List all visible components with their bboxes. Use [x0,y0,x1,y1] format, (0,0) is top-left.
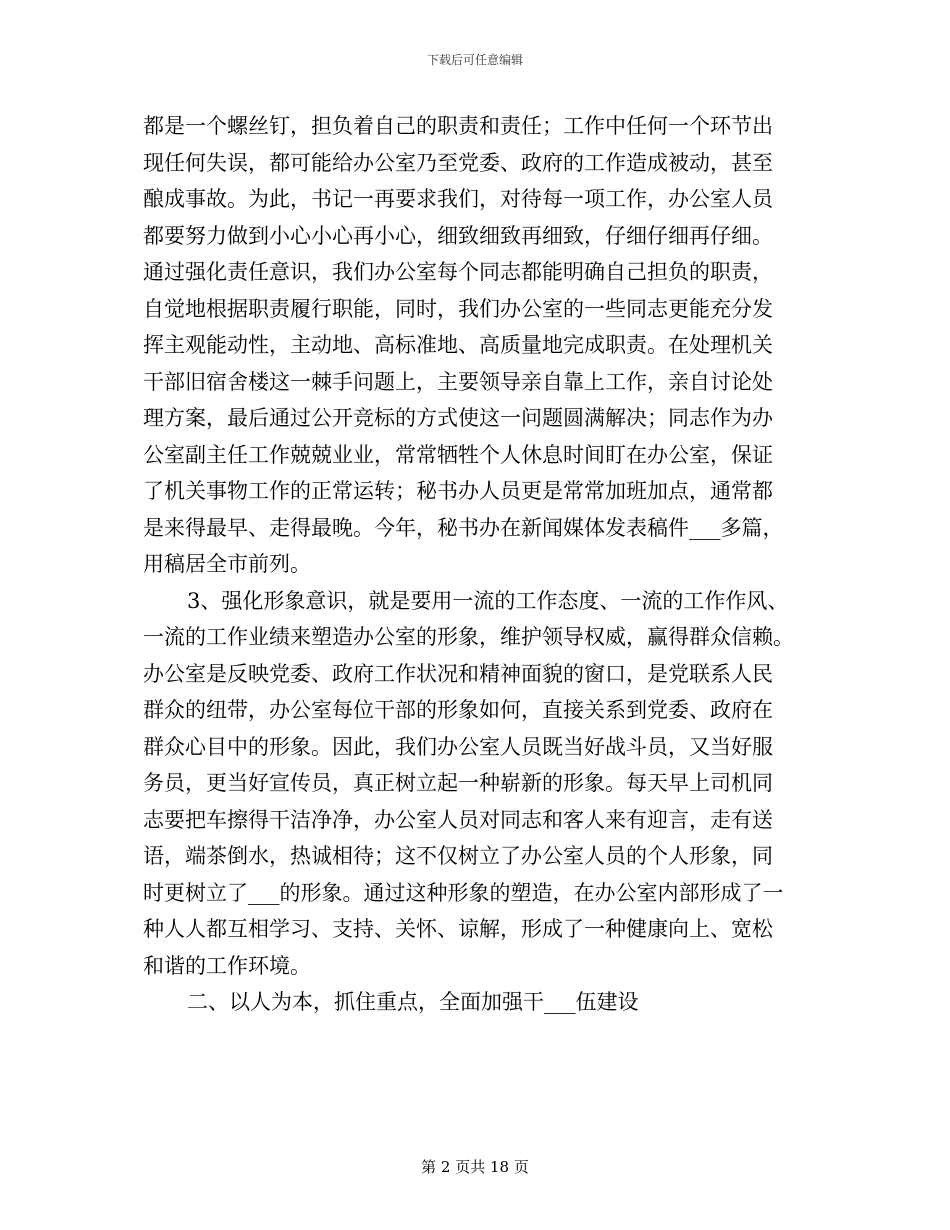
document-body [143,108,813,1021]
text-line: 了机关事物工作的正常运转；秘书办人员更是常常加班加点，通常都 [143,479,773,503]
text-line: 时更树立了___的形象。通过这种形象的塑造，在办公室内部形成了一 [143,880,784,905]
text-line: 理方案，最后通过公开竞标的方式使这一问题圆满解决；同志作为办 [143,406,773,430]
text-line: 通过强化责任意识，我们办公室每个同志都能明确自己担负的职责， [143,260,773,284]
text-line: 用稿居全市前列。 [143,552,311,576]
text-line: 办公室是反映党委、政府工作状况和精神面貌的窗口，是党联系人民 [143,661,773,686]
text-line: 公室副主任工作兢兢业业，常常牺牲个人休息时间盯在办公室，保证 [143,442,773,467]
section-heading: 二、以人为本，抓住重点，全面加强干___伍建设 [187,990,639,1014]
text-line: 自觉地根据职责履行职能，同时，我们办公室的一些同志更能充分发 [143,296,773,321]
text-line: 都是一个螺丝钉，担负着自己的职责和责任；工作中任何一个环节出 [143,114,773,138]
paragraph-start-line: 3、强化形象意识，就是要用一流的工作态度、一流的工作作风、 [187,588,789,613]
text-line: 务员，更当好宣传员，真正树立起一种崭新的形象。每天早上司机同 [143,771,773,795]
text-line: 挥主观能动性，主动地、高标准地、高质量地完成职责。在处理机关 [143,333,773,357]
text-line: 都要努力做到小心小心再小心，细致细致再细致，仔细仔细再仔细。 [143,223,773,248]
text-line: 干部旧宿舍楼这一棘手问题上，主要领导亲自靠上工作，亲自讨论处 [143,369,773,394]
text-line: 群众心目中的形象。因此，我们办公室人员既当好战斗员，又当好服 [143,734,773,759]
text-line: 是来得最早、走得最晚。今年，秘书办在新闻媒体发表稿件___多篇， [143,515,784,540]
text-line: 种人人都互相学习、支持、关怀、谅解，形成了一种健康向上、宽松 [143,917,773,941]
text-line: 和谐的工作环境。 [143,953,311,978]
text-line: 酿成事故。为此，书记一再要求我们，对待每一项工作，办公室人员 [143,187,773,211]
text-line: 现任何失误，都可能给办公室乃至党委、政府的工作造成被动，甚至 [143,150,773,175]
text-line: 志要把车擦得干洁净净，办公室人员对同志和客人来有迎言，走有送 [143,807,773,832]
text-line: 语，端茶倒水，热诚相待；这不仅树立了办公室人员的个人形象，同 [143,844,773,868]
page-footer: 第 2 页共 18 页 [421,1158,529,1176]
text-line: 群众的纽带，办公室每位干部的形象如何，直接关系到党委、政府在 [143,698,773,722]
page-header: 下载后可任意编辑 [426,53,523,67]
text-line: 一流的工作业绩来塑造办公室的形象，维护领导权威，赢得群众信赖。 [143,625,794,649]
